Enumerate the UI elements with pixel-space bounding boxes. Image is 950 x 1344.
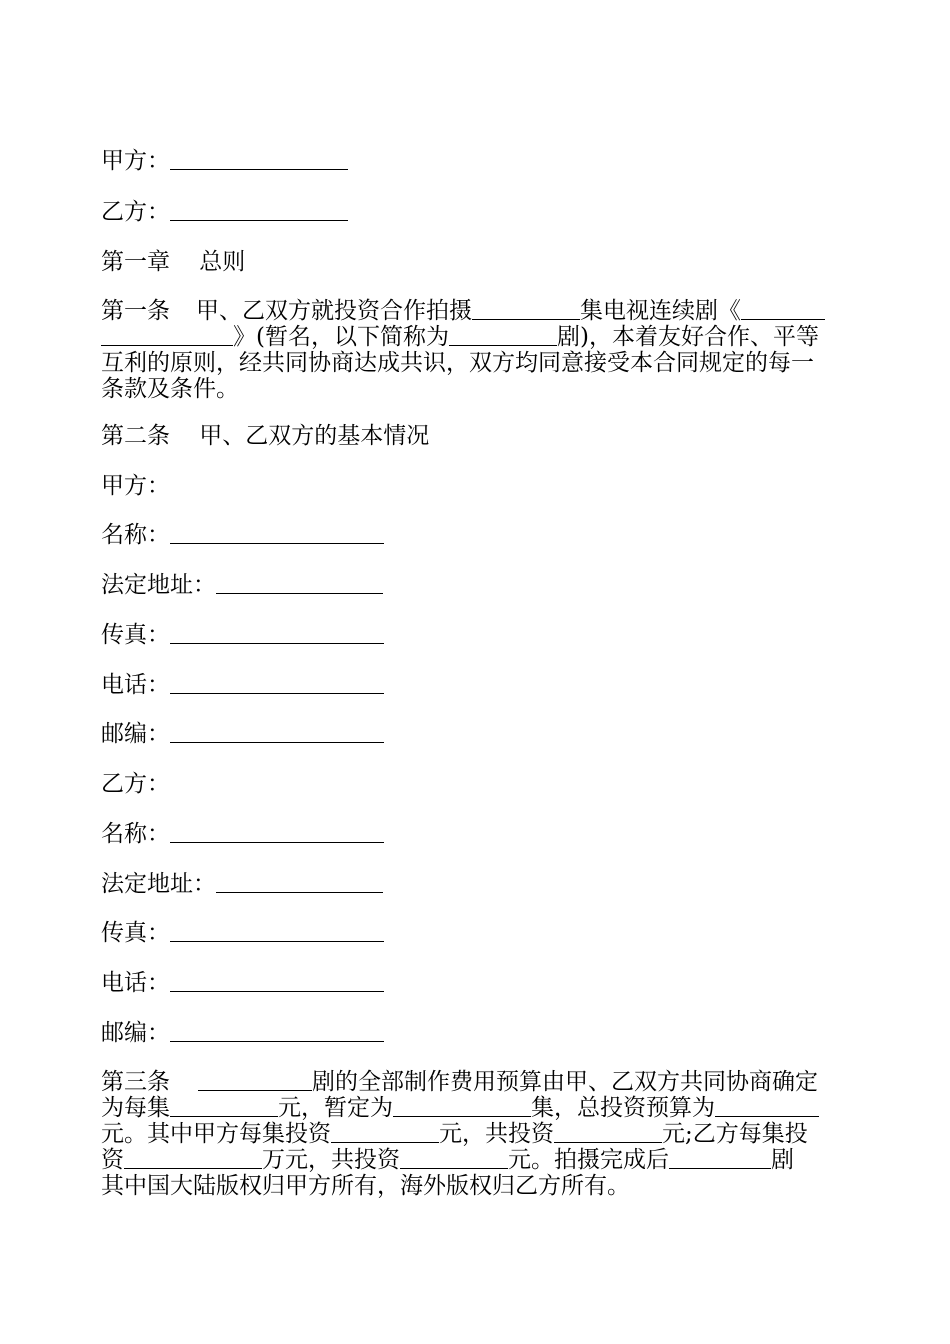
- party-b-phone-line: [101, 970, 384, 996]
- party-a-blank[interactable]: [170, 149, 348, 170]
- article-1-text: 集电视连续剧《: [580, 298, 741, 324]
- party-b-address-blank[interactable]: [216, 872, 383, 893]
- episodes-blank[interactable]: [472, 299, 580, 320]
- party-b-total-blank[interactable]: [400, 1148, 508, 1169]
- party-a-fax-blank[interactable]: [170, 623, 384, 644]
- field-label: 法定地址：: [101, 871, 216, 897]
- article-1-text: 甲、乙双方就投资合作拍摄: [196, 298, 472, 324]
- article-3-text: 为每集: [101, 1095, 170, 1121]
- party-b-name-line: [101, 821, 384, 847]
- party-a-per-episode-blank[interactable]: [331, 1122, 439, 1143]
- field-label: 名称：: [101, 821, 170, 847]
- article-3-text: 集，总投资预算为: [531, 1095, 715, 1121]
- article-3-text: 资: [101, 1147, 124, 1173]
- party-b-postcode-line: [101, 1020, 384, 1046]
- field-label: 传真：: [101, 622, 170, 648]
- field-label: 邮编：: [101, 1020, 170, 1046]
- article-3-text: 其中国大陆版权归甲方所有，海外版权归乙方所有。: [101, 1173, 630, 1199]
- field-label: 传真：: [101, 920, 170, 946]
- party-b-fax-line: [101, 920, 384, 946]
- party-a-label: 甲方：: [101, 148, 170, 174]
- article-1-text: 剧)，本着友好合作、平等: [556, 324, 819, 350]
- party-b-per-episode-blank[interactable]: [124, 1148, 262, 1169]
- series-copyright-blank[interactable]: [669, 1148, 771, 1169]
- party-a-phone-line: [101, 672, 384, 698]
- article-1-label: 第一条: [101, 298, 170, 324]
- party-a-heading: 甲方：: [101, 473, 170, 499]
- party-a-postcode-blank[interactable]: [170, 722, 384, 743]
- per-episode-budget-blank[interactable]: [170, 1096, 278, 1117]
- article-3-text: 万元，共投资: [262, 1147, 400, 1173]
- party-a-total-blank[interactable]: [554, 1122, 662, 1143]
- article-3-text: 元。拍摄完成后: [508, 1147, 669, 1173]
- article-1-text: 互利的原则，经共同协商达成共识，双方均同意接受本合同规定的每一: [101, 350, 814, 376]
- party-a-postcode-line: [101, 721, 384, 747]
- party-b-fax-blank[interactable]: [170, 921, 384, 942]
- field-label: 电话：: [101, 672, 170, 698]
- party-a-name-line: [101, 522, 384, 548]
- field-label: 邮编：: [101, 721, 170, 747]
- article-3-text: 元;乙方每集投: [662, 1121, 808, 1147]
- field-label: 电话：: [101, 970, 170, 996]
- total-budget-blank[interactable]: [715, 1096, 819, 1117]
- party-b-name-blank[interactable]: [170, 822, 384, 843]
- series-name-blank-cont[interactable]: [101, 325, 233, 346]
- party-a-address-line: [101, 572, 383, 598]
- party-a-address-blank[interactable]: [216, 573, 383, 594]
- article-3-text: 剧的全部制作费用预算由甲、乙双方共同协商确定: [312, 1069, 818, 1095]
- party-b-heading: 乙方：: [101, 771, 170, 797]
- article-2-title: 第二条 甲、乙双方的基本情况: [101, 423, 430, 449]
- article-3-text: 元，共投资: [439, 1121, 554, 1147]
- field-label: 法定地址：: [101, 572, 216, 598]
- article-3-text: 元。其中甲方每集投资: [101, 1121, 331, 1147]
- article-3: [101, 1069, 851, 1199]
- episode-count-blank[interactable]: [393, 1096, 531, 1117]
- party-b-phone-blank[interactable]: [170, 971, 384, 992]
- chapter-1-title: 第一章 总则: [101, 249, 246, 275]
- party-a-phone-blank[interactable]: [170, 673, 384, 694]
- party-b-blank[interactable]: [170, 200, 348, 221]
- article-3-text: 元，暂定为: [278, 1095, 393, 1121]
- series-name-blank[interactable]: [741, 299, 825, 320]
- party-a-line: [101, 148, 348, 174]
- party-b-line: [101, 199, 348, 225]
- series-ref-blank[interactable]: [198, 1070, 312, 1091]
- article-1: [101, 298, 851, 402]
- party-b-postcode-blank[interactable]: [170, 1021, 384, 1042]
- party-a-fax-line: [101, 622, 384, 648]
- article-3-text: 剧: [771, 1147, 794, 1173]
- field-label: 名称：: [101, 522, 170, 548]
- article-1-text: 》(暂名，以下简称为: [233, 324, 449, 350]
- party-a-name-blank[interactable]: [170, 523, 384, 544]
- party-b-address-line: [101, 871, 383, 897]
- short-name-blank[interactable]: [449, 325, 557, 346]
- party-b-label: 乙方：: [101, 199, 170, 225]
- article-3-label: 第三条: [101, 1069, 170, 1095]
- article-1-text: 条款及条件。: [101, 376, 239, 402]
